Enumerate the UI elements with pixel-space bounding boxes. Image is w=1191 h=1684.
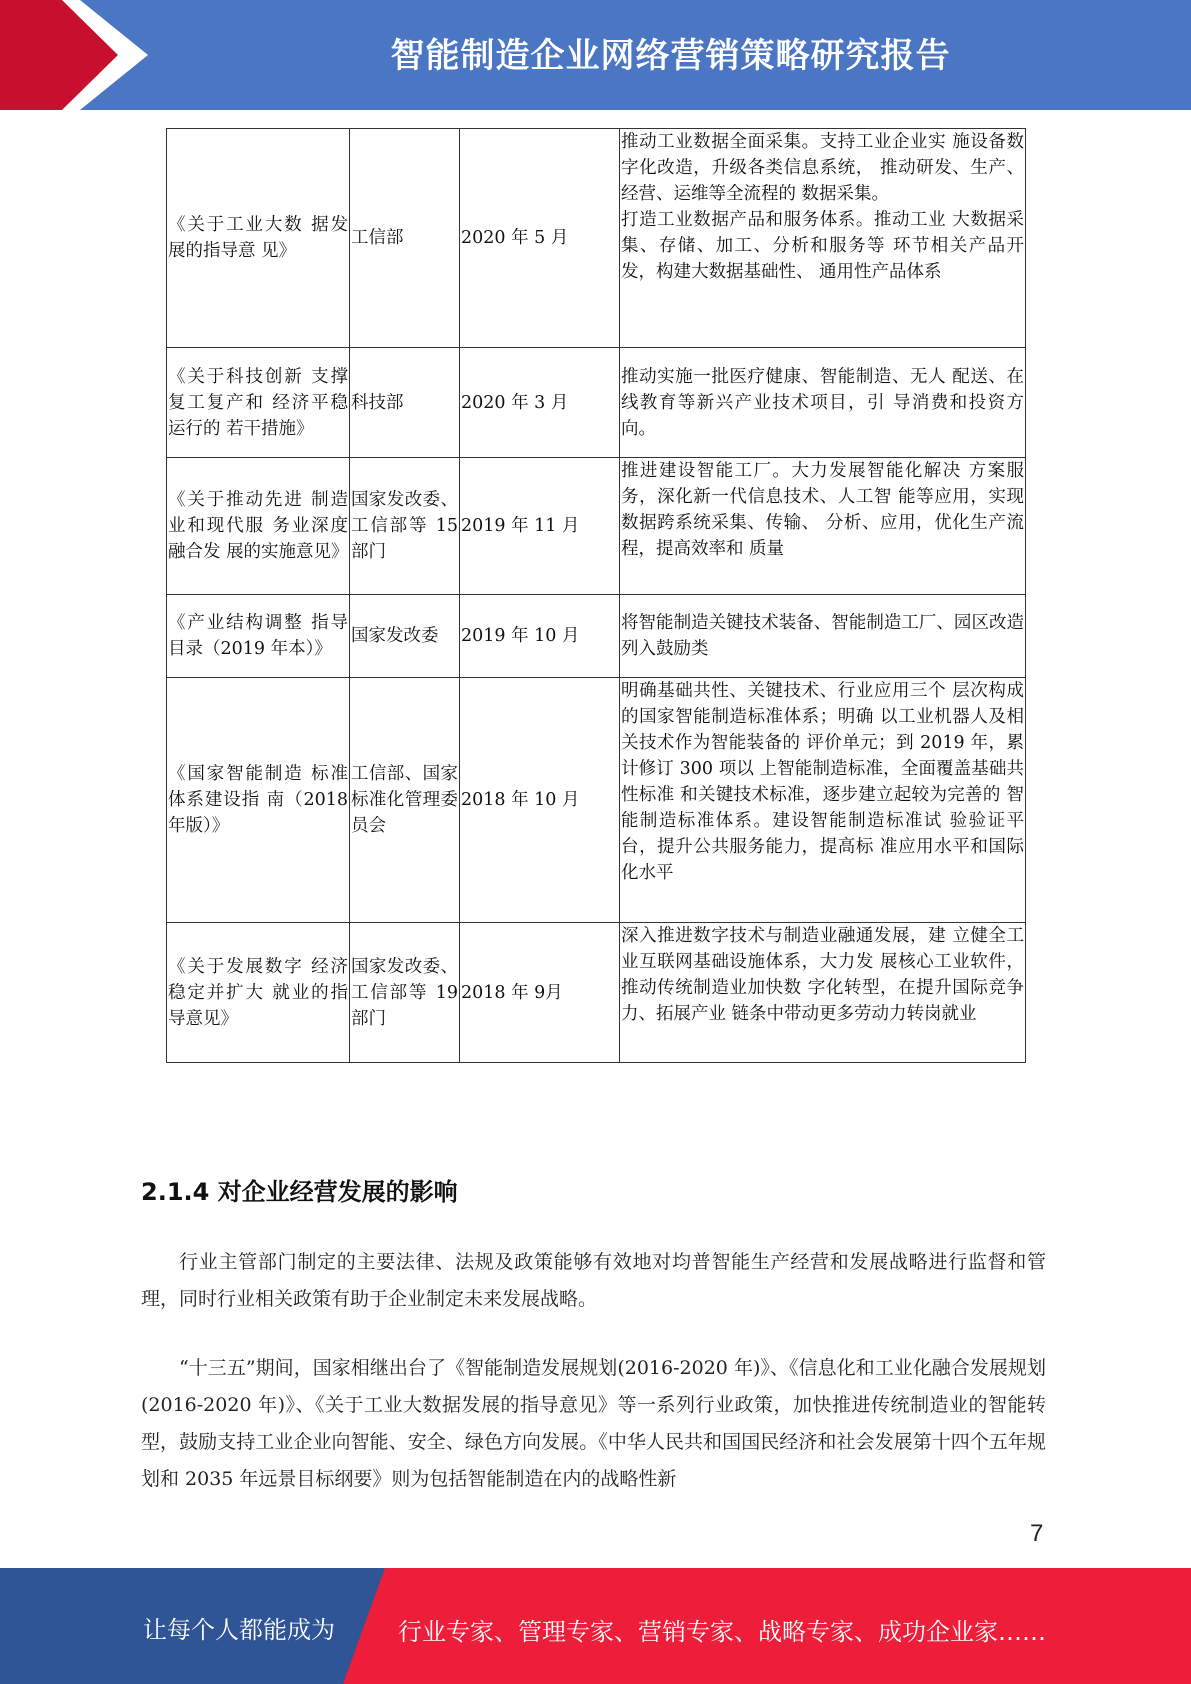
report-title: 智能制造企业网络营销策略研究报告 (390, 36, 951, 76)
header-arrow-decoration (0, 0, 160, 110)
policy-name: 《关于科技创新 支撑复工复产和 经济平稳运行的 若干措施》 (167, 348, 350, 458)
policy-dept: 科技部 (350, 348, 460, 458)
policy-desc: 推动实施一批医疗健康、智能制造、无人 配送、在线教育等新兴产业技术项目，引 导消费和投资方向。 (620, 348, 1026, 458)
policy-desc: 推动工业数据全面采集。支持工业企业实 施设备数字化改造，升级各类信息系统， 推动研发、生产、经营、运维等全流程的 数据采集。 打造工业数据产品和服务体系。推动工业 大数据采集、存储、加工、分析和服务等 环节相关产品开发，构建大数据基础性、 通用性产品体系 (620, 129, 1026, 348)
policy-desc: 深入推进数字技术与制造业融通发展，建 立健全工业互联网基础设施体系，大力发 展核心工业软件，推动传统制造业加快数 字化转型，在提升国际竞争力、拓展产业 链条中带动更多劳动力转岗就业 (620, 923, 1026, 1063)
policy-name: 《关于工业大数 据发展的指导意 见》 (167, 129, 350, 348)
policy-dept: 国家发改委 (350, 595, 460, 678)
policy-dept: 工信部、国家标准化管理委员会 (350, 678, 460, 923)
policy-date: 2020 年 5 月 (460, 129, 620, 348)
policy-table (166, 128, 1026, 1063)
policy-dept: 国家发改委、工信部等 15 部门 (350, 458, 460, 595)
policy-desc: 将智能制造关键技术装备、智能制造工厂、园区改造列入鼓励类 (620, 595, 1026, 678)
table-row (167, 129, 1026, 348)
policy-desc: 明确基础共性、关键技术、行业应用三个 层次构成的国家智能制造标准体系；明确 以工业机器人及相关技术作为智能装备的 评价单元；到 2019 年，累计修订 300 项以 上智能制造标准，全面覆盖基础共性标准 和关键技术标准，逐步建立起较为完善的 智能制造标准体系。建设智能制造标准试 验验证平台，提升公共服务能力，提高标 准应用水平和国际化水平 (620, 678, 1026, 923)
policy-date: 2018 年 9月 (460, 923, 620, 1063)
table-row (167, 458, 1026, 595)
page-number: 7 (1030, 1520, 1044, 1547)
policy-dept: 工信部 (350, 129, 460, 348)
policy-date: 2018 年 10 月 (460, 678, 620, 923)
policy-name: 《产业结构调整 指导目录（2019 年本）》 (167, 595, 350, 678)
policy-date: 2019 年 10 月 (460, 595, 620, 678)
policy-name: 《关于推动先进 制造业和现代服 务业深度融合发 展的实施意见》 (167, 458, 350, 595)
policy-name: 《国家智能制造 标准体系建设指 南（2018 年版）》 (167, 678, 350, 923)
policy-date: 2020 年 3 月 (460, 348, 620, 458)
section-heading: 2.1.4 对企业经营发展的影响 (141, 1178, 458, 1206)
table-row (167, 923, 1026, 1063)
body-paragraph: “十三五”期间，国家相继出台了《智能制造发展规划(2016-2020 年)》、《信息化和工业化融合发展规划(2016-2020 年)》、《关于工业大数据发展的指导意见》等一系列行业政策，加快推进传统制造业的智能转型，鼓励支持工业企业向智能、安全、绿色方向发展。《中华人民共和国国民经济和社会发展第十四个五年规划和 2035 年远景目标纲要》则为包括智能制造在内的战略性新 (141, 1357, 1046, 1490)
page-footer (0, 1568, 1191, 1684)
page-header (0, 0, 1191, 110)
footer-slogan-left: 让每个人都能成为 (143, 1616, 335, 1644)
policy-date: 2019 年 11 月 (460, 458, 620, 595)
body-paragraph: 行业主管部门制定的主要法律、法规及政策能够有效地对均普智能生产经营和发展战略进行监督和管理，同时行业相关政策有助于企业制定未来发展战略。 (141, 1251, 1046, 1310)
policy-dept: 国家发改委、工信部等 19 部门 (350, 923, 460, 1063)
table-row (167, 348, 1026, 458)
policy-desc: 推进建设智能工厂。大力发展智能化解决 方案服务，深化新一代信息技术、人工智 能等应用，实现数据跨系统采集、传输、 分析、应用，优化生产流程，提高效率和 质量 (620, 458, 1026, 595)
table-row (167, 678, 1026, 923)
policy-name: 《关于发展数字 经济稳定并扩大 就业的指导意见》 (167, 923, 350, 1063)
table-row (167, 595, 1026, 678)
footer-slogan-right: 行业专家、管理专家、营销专家、战略专家、成功企业家…… (398, 1618, 1046, 1646)
